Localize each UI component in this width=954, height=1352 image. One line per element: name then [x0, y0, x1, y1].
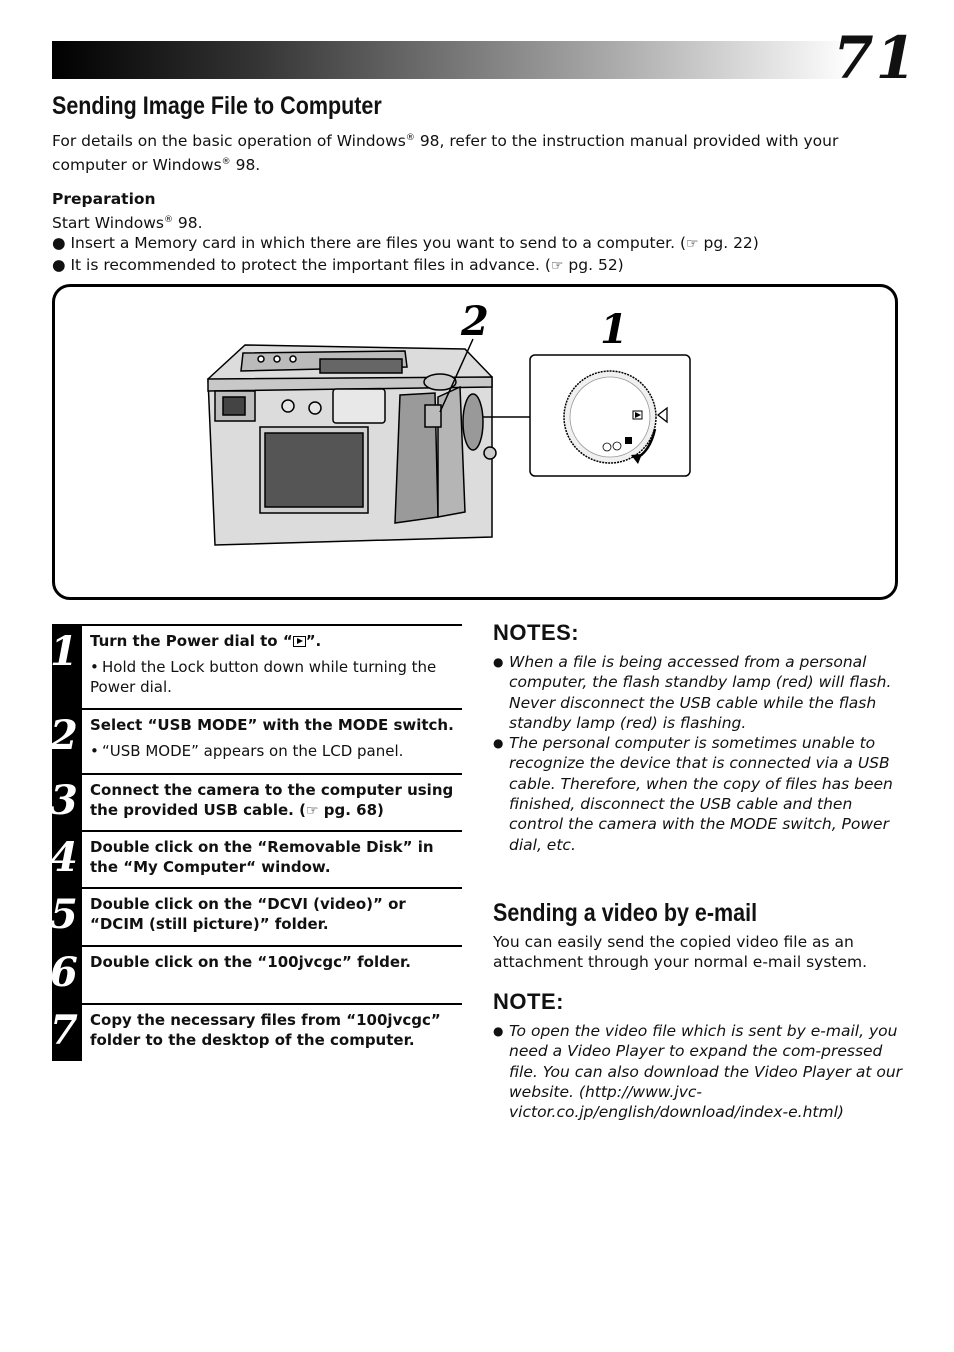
step-2	[52, 708, 462, 773]
section-title: Sending Image File to Computer	[52, 92, 382, 120]
hand-pointer-icon: ☞	[686, 236, 699, 253]
step-4	[52, 830, 462, 887]
intro-paragraph: For details on the basic operation of Windows® 98, refer to the instruction manual provided with your computer or Windows® 98.	[52, 132, 839, 174]
notes-column	[493, 620, 903, 1122]
section2-body: You can easily send the copied video file as an attachment through your normal e-mail system.	[493, 932, 868, 972]
header-gradient-bar	[52, 41, 852, 79]
callout-label-1: 1	[600, 306, 628, 353]
step-title: Select “USB MODE” with the MODE switch.	[90, 716, 454, 734]
callout-label-2: 2	[461, 298, 489, 345]
step-number: 2	[50, 712, 78, 759]
step-note: • Hold the Lock button down while turning the Power dial.	[90, 658, 437, 696]
notes-heading: NOTES:	[493, 620, 580, 645]
preparation-bullet: ● It is recommended to protect the important files in advance. (☞ pg. 52)	[52, 255, 624, 274]
step-number: 6	[50, 949, 78, 996]
preparation-block	[52, 189, 912, 276]
step-number: 3	[50, 777, 78, 824]
step-3	[52, 773, 462, 830]
note-item: ● When a file is being accessed from a personal computer, the flash standby lamp (red) will flash. Never disconnect the USB cable while the flash standby lamp (red) is flashing.	[493, 653, 892, 732]
step-number: 1	[50, 628, 78, 675]
play-mode-icon	[293, 636, 306, 647]
section2-title: Sending a video by e-mail	[493, 898, 758, 927]
camera-illustration-box	[52, 284, 898, 600]
step-1	[52, 624, 462, 708]
hand-pointer-icon: ☞	[550, 257, 564, 274]
step-6	[52, 945, 462, 1003]
step-title: Connect the camera to the computer using the provided USB cable. (☞ pg. 68)	[90, 781, 454, 819]
preparation-start: Start Windows® 98.	[52, 213, 203, 232]
camera-illustration	[55, 287, 895, 597]
hand-pointer-icon: ☞	[305, 803, 319, 819]
step-title: Double click on the “100jvcgc” folder.	[90, 953, 411, 971]
step-number: 4	[50, 834, 78, 881]
step-5	[52, 887, 462, 945]
step-title: Turn the Power dial to “ ”.	[90, 632, 322, 650]
step-title: Copy the necessary files from “100jvcgc” folder to the desktop of the computer.	[90, 1011, 441, 1049]
steps-list	[52, 624, 462, 1061]
step-number: 7	[50, 1007, 78, 1054]
step-number: 5	[50, 891, 78, 938]
step-7	[52, 1003, 462, 1061]
preparation-title: Preparation	[52, 190, 156, 208]
step-title: Double click on the “Removable Disk” in the “My Computer“ window.	[90, 838, 434, 876]
preparation-bullet: ● Insert a Memory card in which there are files you want to send to a computer. (☞ pg. 22)	[52, 234, 759, 253]
step-title: Double click on the “DCVI (video)” or “DCIM (still picture)” folder.	[90, 895, 406, 933]
page-number: 71	[833, 24, 918, 92]
note-heading: NOTE:	[493, 988, 564, 1014]
step-note: • “USB MODE” appears on the LCD panel.	[90, 742, 404, 760]
note-item: ● The personal computer is sometimes unable to recognize the device that is connected via a USB cable. Therefore, when the copy of files has been finished, disconnect the USB cable and then control the camera with the MODE switch, Power dial, etc.	[493, 734, 893, 854]
note-item: ● To open the video file which is sent by e-mail, you need a Video Player to expand the com-pressed file. You can also download the Video Player at our website. (http://www.jvc-victor.co.jp/english/download/index-e.html)	[493, 1021, 903, 1122]
